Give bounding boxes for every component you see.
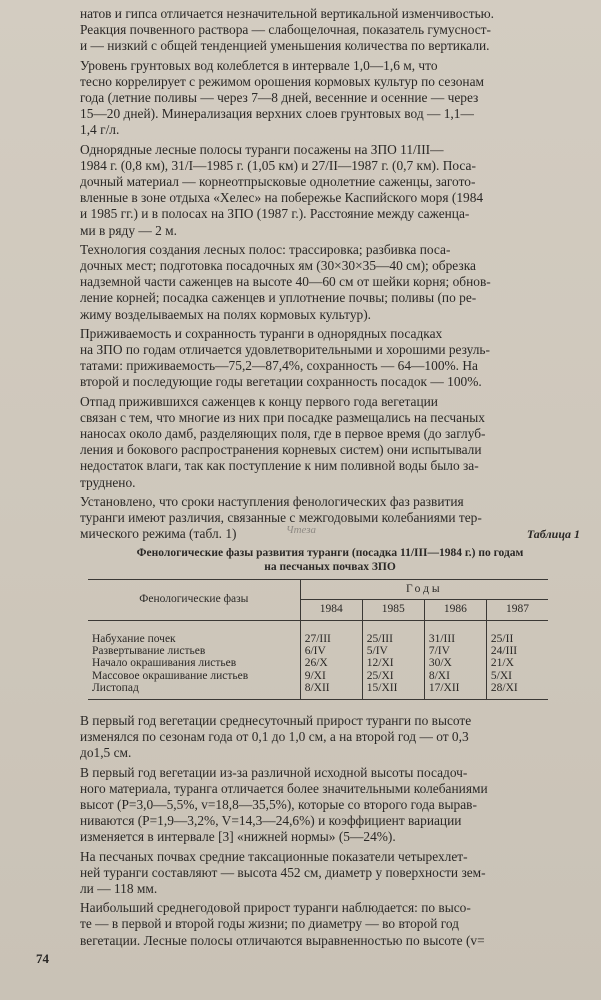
date-cell: 25/XI: [362, 670, 424, 682]
date-cell: 5/XI: [486, 670, 548, 682]
faint-stamp: Чтеза: [286, 524, 317, 536]
phase-cell: Набухание почек: [92, 632, 176, 645]
paragraph: В первый год вегетации из-за различной исходной высоты посадоч- ного материала, туранга отличается более значительными колебаниями высот (P=3,0—5,5%, v=18,8—35,5%), которые со второго года вырав- ниваются (P=1,9—3,2%, V=14,3—24,6%) и коэффициент вариации изменяется в интервале [3] «нижней нормы» (5—24%).: [80, 764, 488, 845]
date-cell: 5/IV: [362, 645, 424, 657]
date-cell: 30/X: [424, 657, 486, 669]
date-cell: 21/X: [486, 657, 548, 669]
date-cell: 8/XII: [300, 682, 362, 699]
year-header: 1985: [362, 600, 424, 620]
paragraph: На песчаных почвах средние таксационные показатели четырехлет- ней туранги составляют — высота 452 см, диаметр у поверхности зем- ли — 118 мм.: [80, 848, 486, 897]
date-cell: 12/XI: [362, 657, 424, 669]
paragraph: Наибольший среднегодовой прирост туранги наблюдается: по высо- те — в первой и второй годы жизни; по диаметру — во второй год вегетации. Лесные полосы отличаются выравненностью по высоте (v=: [80, 900, 485, 948]
years-column-header: Годы: [300, 580, 548, 600]
phenology-table: [88, 579, 548, 699]
table-row: [88, 657, 548, 669]
phase-column-header: Фенологические фазы: [88, 580, 300, 620]
phase-cell: Начало окрашивания листьев: [92, 657, 237, 670]
date-cell: 25/III: [362, 620, 424, 645]
paragraph: Отпад прижившихся саженцев к концу первого года вегетации связан с тем, что многие из них при посадке размещались на песчаных наносах около дамб, разделяющих поля, где в первое время (до заглуб- ления и бокового распространения корневых систем) они испытывали недостаток влаги, так как поступление к ним поливной воды было за- труднено.: [80, 393, 486, 490]
page-number: 74: [36, 951, 49, 966]
year-header: 1987: [486, 600, 548, 620]
date-cell: 25/II: [486, 620, 548, 645]
paragraph: Технология создания лесных полос: трассировка; разбивка поса- дочных мест; подготовка посадочных ям (30×30×35—40 см); обрезка надземной части саженцев на высоте 40—60 см от шейки корня; обнов- ление корней; посадка саженцев и уплотнение почвы; поливы (по ре- жиму возделываемых на полях кормовых культур).: [80, 241, 491, 322]
table-row: [88, 682, 548, 699]
body-text-top: [80, 6, 580, 546]
paragraph: Приживаемость и сохранность туранги в однорядных посадках на ЗПО по годам отличается удовлетворительными и хорошими резуль- татами: приживаемость—75,2—87,4%, сохранность — 64—100%. На второй и последующие годы вегетации сохранность посадок — 100%.: [80, 325, 491, 390]
table-label: Таблица 1: [526, 527, 580, 541]
table-row: [88, 645, 548, 657]
date-cell: 24/III: [486, 645, 548, 657]
phase-cell: Массовое окрашивание листьев: [92, 669, 249, 682]
phenology-table-block: [80, 528, 580, 700]
date-cell: 28/XI: [486, 682, 548, 699]
date-cell: 8/XI: [424, 670, 486, 682]
body-text-bottom: [80, 713, 580, 952]
paragraph: натов и гипса отличается незначительной вертикальной изменчивостью. Реакция почвенного раствора — слабощелочная, показатель гумусност- и — низкий с общей тенденцией уменьшения количества по вертикали.: [80, 6, 495, 54]
paragraph: Уровень грунтовых вод колеблется в интервале 1,0—1,6 м, что тесно коррелирует с режимом орошения кормовых культур по сезонам года (летние поливы — через 7—8 дней, весенние и осенние — через 15—20 дней). Минерализация верхних слоев грунтовых вод — 1,1— 1,4 г/л.: [80, 57, 484, 138]
date-cell: 9/XI: [300, 670, 362, 682]
year-header: 1986: [424, 600, 486, 620]
date-cell: 6/IV: [300, 645, 362, 657]
date-cell: 15/XII: [362, 682, 424, 699]
paragraph: Однорядные лесные полосы туранги посажены на ЗПО 11/III— 1984 г. (0,8 км), 31/I—1985 г. (1,05 км) и 27/II—1987 г. (0,7 км). Поса- дочный материал — корнеотпрысковые однолетние саженцы, загото- вленные в зоне отдыха «Хелес» на побережье Каспийского моря (1984 и 1985 гг.) и в полосах на ЗПО (1987 г.). Расстояние между саженца- ми в ряду — 2 м.: [80, 141, 484, 238]
phase-cell: Развертывание листьев: [92, 645, 206, 658]
date-cell: 7/IV: [424, 645, 486, 657]
date-cell: 31/III: [424, 620, 486, 645]
table-caption: Фенологические фазы развития туранги (посадка 11/III—1984 г.) по годам на песчаных почвах ЗПО: [136, 547, 524, 573]
paragraph: В первый год вегетации среднесуточный прирост туранги по высоте изменялся по сезонам года от 0,1 до 1,0 см, а на второй год — от 0,3 до1,5 см.: [80, 713, 472, 761]
table-row: [88, 620, 548, 645]
year-header: 1984: [300, 600, 362, 620]
date-cell: 27/III: [300, 620, 362, 645]
date-cell: 17/XII: [424, 682, 486, 699]
date-cell: 26/X: [300, 657, 362, 669]
table-row: [88, 670, 548, 682]
paragraph: Установлено, что сроки наступления фенологических фаз развития туранги имеют различия, связанные с межгодовыми колебаниями тер- мического режима (табл. 1): [80, 493, 482, 542]
phase-cell: Листопад: [92, 682, 139, 695]
